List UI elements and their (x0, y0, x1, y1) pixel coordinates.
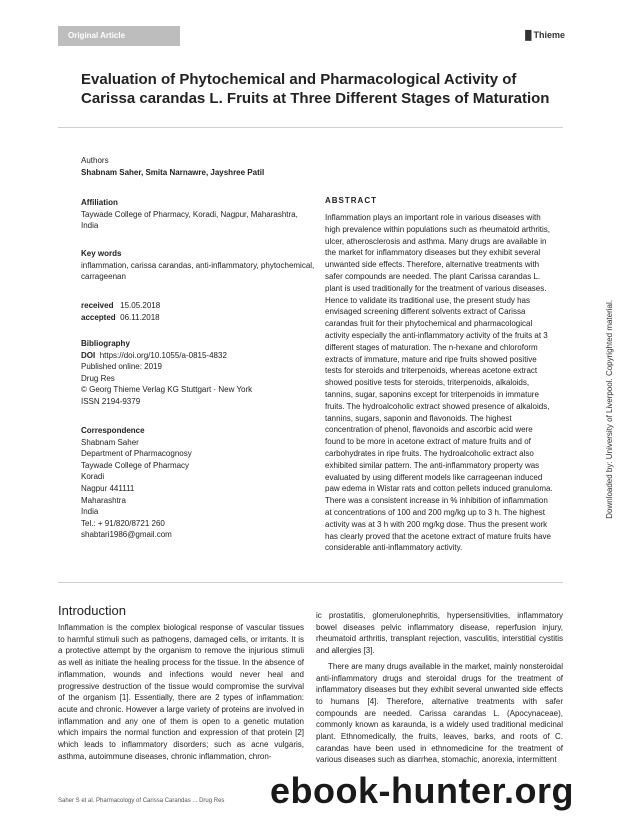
received-date: 15.05.2018 (120, 301, 161, 310)
corr-line: Koradi (81, 472, 105, 482)
received-label: received (81, 301, 114, 310)
affiliation-block (81, 197, 316, 232)
corr-line: Taywade College of Pharmacy (81, 460, 190, 470)
abstract-text: Inflammation plays an important role in various diseases with high prevalence within populations such as rheumatoid arthritis, ulcer, atherosclerosis and asthma. Many drugs are available in the market for inflammatory diseases but they exhibit several unwanted side effects. Therefore, alternative treatments with safer compounds are needed. The plant Carissa carandas L. plant is used traditionally for the treatment of various diseases. Hence to validate its traditional use, the present study has envisaged screening different solvents extract of Carissa carandas fruit for their phytochemical and pharmacological activity especially the anti-inflammatory activity of the fruits at 3 different stages of maturation. The n-hexane and chloroform extracts of immature, mature and ripe fruits showed positive tests for steroids and triterpenoids, whereas acetone extract showed positive tests for steroids, triterpenoids, alkaloids, tannins, sugar, saponins except for triterpenoids in immature fruits. The hydroalcoholic extract showed presence of alkaloids, tannins, sugars, saponin and flavonoids. The highest concentration of phenol, flavonoids and ascorbic acid were found to be more in acetone extract of mature fruits and of carbohydrates in ripe fruits. The hydroalcoholic extract also exhibited similar pattern. The anti-inflammatory property was evaluated by using different models like carrageenan induced paw edema in Wistar rats and cotton pellets induced granuloma. There was a consistent increase in % inhibition of inflammation at concentrations of 100 and 200 mg/kg up to 3 h. The highest activity was at 3 h with 200 mg/kg dose. Thus the present work has clearly proved that the acetone extract of mature fruits have considerable anti-inflammatory activity. (325, 213, 553, 553)
authors-names: Shabnam Saher, Smita Narnawre, Jayshree Patil (81, 167, 265, 177)
section-heading: Introduction (58, 603, 126, 618)
correspondence-label: Correspondence (81, 426, 145, 435)
watermark: ebook-hunter.org (270, 770, 574, 811)
bibliography-block (81, 338, 316, 408)
page-footer: Saher S et al. Pharmacology of Carissa Carandas ... Drug Res (58, 798, 225, 804)
keywords-label: Key words (81, 249, 122, 258)
authors-label: Authors (81, 156, 109, 165)
body-column-right (316, 610, 563, 766)
publisher-name: Thieme (533, 30, 565, 40)
accepted-label: accepted (81, 312, 116, 322)
published-date: Published online: 2019 (81, 362, 162, 372)
keywords-block (81, 248, 316, 283)
corr-line: Shabnam Saher (81, 437, 139, 447)
thieme-logo-icon: █ (525, 30, 532, 40)
corr-line: Nagpur 441111 (81, 483, 135, 493)
corr-line: Tel.: + 91/820/8721 260 (81, 518, 165, 528)
correspondence-block (81, 425, 316, 541)
publisher-brand (525, 30, 565, 40)
issn: ISSN 2194-9379 (81, 396, 141, 406)
download-side-note: Downloaded by: University of Liverpool. Copyrighted material. (605, 300, 614, 519)
affiliation-text: Taywade College of Pharmacy, Koradi, Nagpur, Maharashtra, India (81, 209, 298, 231)
body-column-left (58, 622, 304, 762)
abstract-heading: ABSTRACT (325, 196, 377, 205)
article-type-tag: Original Article (58, 26, 180, 46)
affiliation-label: Affiliation (81, 198, 118, 207)
article-title: Evaluation of Phytochemical and Pharmacological Activity of Carissa carandas L. Fruits at Three Different Stages of Maturation (81, 71, 550, 107)
authors-block (81, 155, 316, 178)
doi-link[interactable]: https://doi.org/10.1055/a-0815-4832 (99, 350, 227, 360)
divider (58, 582, 563, 583)
corr-line: Maharashtra (81, 495, 126, 505)
journal-name: Drug Res (81, 373, 115, 383)
bibliography-label: Bibliography (81, 339, 130, 348)
paragraph: There are many drugs available in the market, mainly nonsteroidal anti-inflammatory drugs and steroidal drugs for the treatment of inflammatory diseases but they exhibit several unwanted side effects to humans [4]. Therefore, alternative treatments with safer compounds are needed. Carissa carandas L. (Apocynaceae), commonly known as karaunda, is a widely used traditional medicinal plant. Ethnomedically, the fruits, leaves, barks, and roots of C. carandas have been used in ethnomedicine for the treatment of various diseases such as diarrhea, stomachic, anorexia, intermittent (316, 661, 563, 765)
paragraph: ic prostatitis, glomerulonephritis, hypersensitivities, inflammatory bowel diseases pelvic inflammatory disease, reperfusion injury, rheumatoid arthritis, transplant rejection, vasculitis, interstitial cystitis and allergies [3]. (316, 611, 563, 656)
corr-line: Department of Pharmacognosy (81, 449, 192, 459)
corr-email[interactable]: shabtari1986@gmail.com (81, 530, 172, 540)
divider (58, 127, 563, 128)
doi-label: DOI (81, 350, 96, 360)
keywords-text: inflammation, carissa carandas, anti-inflammatory, phytochemical, carrageenan (81, 260, 315, 282)
paragraph: Inflammation is the complex biological response of vascular tissues to harmful stimuli such as pathogens, damaged cells, or irritants. It is a protective attempt by the organism to remove the injurious stimuli as well as initiate the healing process for the tissue. In the absence of inflammation, wounds and infections would never heal and progressive destruction of the tissue would compromise the survival of the organism [1]. Essentially, there are 2 types of inflammation: acute and chronic. However a large variety of proteins are involved in inflammation and any one of them is open to a genetic mutation which impairs the normal function and expression of that protein [2] which leads to inflammatory disorders; such as acne vulgaris, asthma, autoimmune diseases, chronic inflammation, chron- (58, 623, 304, 761)
accepted-date: 06.11.2018 (120, 312, 160, 322)
copyright: © Georg Thieme Verlag KG Stuttgart · New York (81, 385, 253, 395)
dates-block (81, 300, 316, 323)
corr-line: India (81, 507, 99, 517)
